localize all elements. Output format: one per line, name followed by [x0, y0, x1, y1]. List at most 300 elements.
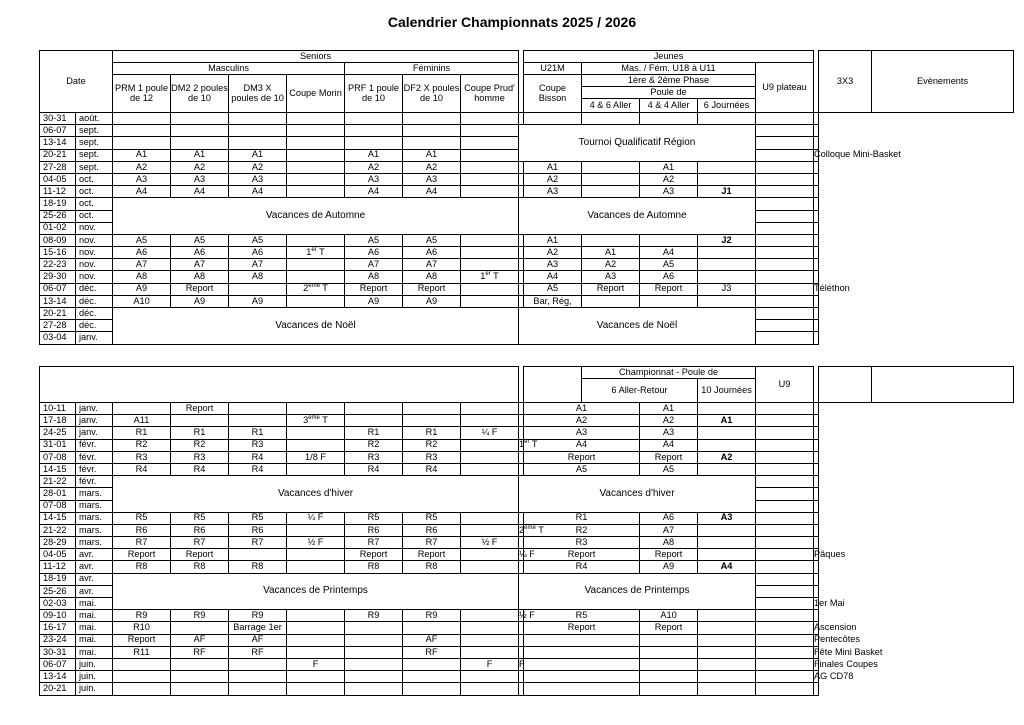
month-cell: déc.	[76, 308, 113, 320]
senior-cell: R6	[113, 524, 171, 536]
calendar-table-first-half	[39, 50, 1014, 345]
month-cell: juin.	[76, 658, 113, 670]
table-row	[40, 658, 1014, 670]
senior-cell	[171, 683, 229, 695]
senior-cell: R6	[229, 524, 287, 536]
x3-cell	[756, 247, 814, 259]
journees-10-header: 10 Journées	[698, 379, 756, 403]
table-row	[40, 173, 1014, 185]
table-row	[40, 463, 1014, 475]
senior-cell: R2	[403, 439, 461, 451]
date-cell: 11-12	[40, 561, 76, 573]
table-row	[40, 622, 1014, 634]
jeunes-cell	[582, 234, 640, 246]
month-cell: mars.	[76, 500, 113, 512]
prm-header: PRM 1 poule de 12	[113, 75, 171, 113]
jeunes-cell: R5	[524, 610, 640, 622]
senior-cell: Report	[403, 549, 461, 561]
senior-cell: R2	[113, 439, 171, 451]
senior-cell: R4	[229, 463, 287, 475]
jeunes-cell: Report	[640, 622, 698, 634]
senior-cell	[345, 658, 403, 670]
senior-cell: A5	[229, 234, 287, 246]
senior-cell: ¼ F	[461, 427, 519, 439]
journees-6-header: 6 Journées	[698, 99, 756, 113]
senior-cell	[229, 125, 287, 137]
mas-fem-header: Mas. / Fém. U18 à U11	[582, 63, 756, 75]
jeunes-cell	[640, 671, 698, 683]
month-cell: oct.	[76, 173, 113, 185]
senior-cell	[113, 683, 171, 695]
event-cell	[814, 610, 819, 622]
senior-cell: R8	[113, 561, 171, 573]
date-cell: 06-07	[40, 125, 76, 137]
jeunes-cell: A10	[640, 610, 698, 622]
month-cell: mars.	[76, 512, 113, 524]
senior-cell: AF	[229, 634, 287, 646]
x3-cell	[756, 125, 814, 137]
event-cell	[814, 585, 819, 597]
jeunes-cell: A2	[698, 451, 756, 463]
senior-cell: A2	[171, 161, 229, 173]
jeunes-cell: A4	[640, 439, 698, 451]
month-cell: sept.	[76, 125, 113, 137]
jeunes-cell	[582, 295, 640, 307]
table-row	[40, 476, 1014, 488]
senior-cell: R2	[171, 439, 229, 451]
senior-cell: R5	[113, 512, 171, 524]
event-cell: Pentecôtes	[814, 634, 861, 645]
month-cell: févr.	[76, 451, 113, 463]
jeunes-cell	[698, 247, 756, 259]
jeunes-cell: A4	[524, 271, 582, 283]
month-cell: nov.	[76, 247, 113, 259]
senior-cell	[461, 634, 519, 646]
senior-cell: A7	[403, 259, 461, 271]
df2-header: DF2 X poules de 10	[403, 75, 461, 113]
senior-cell: R11	[113, 646, 171, 658]
event-cell: Ascension	[814, 622, 857, 633]
senior-cell	[287, 234, 345, 246]
date-cell: 11-12	[40, 186, 76, 198]
table-row	[40, 634, 1014, 646]
u21m-header: U21M	[524, 63, 582, 75]
x3-cell	[756, 598, 814, 610]
month-cell: mars.	[76, 488, 113, 500]
senior-cell: R3	[345, 451, 403, 463]
x3-cell	[756, 524, 814, 536]
senior-cell: R6	[345, 524, 403, 536]
senior-cell: R8	[171, 561, 229, 573]
jeunes-cell	[640, 113, 698, 125]
senior-cell	[403, 622, 461, 634]
event-cell	[814, 573, 819, 585]
x3-cell	[756, 234, 814, 246]
superscript: er	[524, 439, 530, 446]
event-cell	[814, 500, 819, 512]
senior-cell	[287, 549, 345, 561]
date-cell: 18-19	[40, 198, 76, 210]
senior-cell	[171, 113, 229, 125]
event-cell	[814, 161, 819, 173]
senior-cell: A6	[171, 247, 229, 259]
date-cell: 10-11	[40, 403, 76, 415]
senior-cell: Report	[345, 283, 403, 295]
event-cell	[814, 427, 819, 439]
jeunes-cell	[698, 463, 756, 475]
senior-cell	[287, 403, 345, 415]
event-cell	[814, 259, 819, 271]
senior-cell	[287, 671, 345, 683]
event-cell	[814, 308, 819, 320]
x3-cell	[756, 439, 814, 451]
event-cell	[814, 295, 819, 307]
jeunes-cell: A1	[698, 415, 756, 427]
jeunes-cell: A1	[640, 161, 698, 173]
senior-cell	[229, 683, 287, 695]
x3-cell	[756, 512, 814, 524]
x3-cell	[756, 149, 814, 161]
jeunes-cell	[698, 271, 756, 283]
senior-cell: A9	[113, 283, 171, 295]
jeunes-cell: F	[519, 658, 525, 669]
jeunes-cell	[640, 646, 698, 658]
superscript: ème	[524, 524, 536, 531]
x3-cell	[756, 585, 814, 597]
senior-cell	[461, 463, 519, 475]
month-cell: mars.	[76, 524, 113, 536]
table-row	[40, 259, 1014, 271]
table-row	[40, 161, 1014, 173]
month-cell: sept.	[76, 137, 113, 149]
date-cell: 17-18	[40, 415, 76, 427]
x3-cell	[756, 683, 814, 695]
date-header: Date	[40, 51, 113, 113]
senior-cell: A4	[229, 186, 287, 198]
senior-cell	[403, 671, 461, 683]
table-row	[40, 295, 1014, 307]
jeunes-header: Jeunes	[524, 51, 814, 63]
date-cell: 06-07	[40, 658, 76, 670]
senior-cell: A1	[345, 149, 403, 161]
senior-cell: R1	[345, 427, 403, 439]
senior-cell: R7	[171, 537, 229, 549]
x3-cell	[756, 320, 814, 332]
jeunes-cell: Report	[640, 451, 698, 463]
senior-cell: R5	[345, 512, 403, 524]
senior-cell	[403, 137, 461, 149]
jeunes-cell: R4	[524, 561, 640, 573]
jeunes-cell: A3	[640, 427, 698, 439]
event-cell: Pâques	[814, 549, 846, 560]
senior-cell: 1/8 F	[287, 451, 345, 463]
date-cell: 03-04	[40, 332, 76, 344]
x3-cell	[756, 488, 814, 500]
senior-cell: R1	[229, 427, 287, 439]
event-cell	[814, 222, 819, 234]
senior-cell	[171, 671, 229, 683]
senior-cell: R5	[171, 512, 229, 524]
x3-cell	[756, 403, 814, 415]
table-row	[40, 671, 1014, 683]
event-cell	[814, 683, 819, 695]
senior-cell: A3	[403, 173, 461, 185]
x3-cell	[756, 634, 814, 646]
senior-cell	[287, 137, 345, 149]
jeunes-cell	[698, 113, 756, 125]
senior-cell	[461, 149, 519, 161]
senior-cell: A7	[171, 259, 229, 271]
month-cell: oct.	[76, 198, 113, 210]
jeunes-cell	[582, 113, 640, 125]
senior-cell: R1	[171, 427, 229, 439]
senior-cell: R4	[345, 463, 403, 475]
month-cell: mai.	[76, 646, 113, 658]
senior-cell	[171, 415, 229, 427]
senior-cell: A2	[345, 161, 403, 173]
senior-cell: A7	[229, 259, 287, 271]
senior-cell: R9	[403, 610, 461, 622]
senior-cell	[229, 658, 287, 670]
jeunes-cell	[524, 646, 640, 658]
senior-cell: Report	[171, 403, 229, 415]
seniors-header: Seniors	[113, 51, 519, 63]
event-cell	[814, 234, 819, 246]
x3-cell	[756, 295, 814, 307]
senior-cell: A8	[229, 271, 287, 283]
jeunes-cell	[524, 113, 582, 125]
senior-cell: R4	[403, 463, 461, 475]
senior-cell	[345, 683, 403, 695]
jeunes-cell	[698, 683, 756, 695]
x3-cell	[756, 332, 814, 344]
jeunes-cell: Report	[524, 451, 640, 463]
senior-cell: A9	[229, 295, 287, 307]
senior-cell	[461, 234, 519, 246]
event-cell	[814, 415, 819, 427]
x3-cell	[756, 622, 814, 634]
month-cell: août.	[76, 113, 113, 125]
date-cell: 22-23	[40, 259, 76, 271]
event-cell	[814, 524, 819, 536]
event-cell	[814, 186, 819, 198]
table-row	[40, 524, 1014, 536]
senior-cell	[287, 271, 345, 283]
championnat-poule-header: Championnat - Poule de	[582, 367, 756, 379]
month-cell: nov.	[76, 222, 113, 234]
senior-cell	[287, 646, 345, 658]
x3-cell	[756, 561, 814, 573]
jeunes-cell: A3	[524, 259, 582, 271]
date-cell: 25-26	[40, 585, 76, 597]
table-row	[40, 415, 1014, 427]
event-cell	[814, 403, 819, 415]
table-row	[40, 283, 1014, 295]
month-cell: nov.	[76, 259, 113, 271]
date-cell: 07-08	[40, 451, 76, 463]
event-cell	[814, 320, 819, 332]
senior-cell	[461, 671, 519, 683]
senior-cell: R1	[113, 427, 171, 439]
senior-cell	[345, 403, 403, 415]
month-cell: janv.	[76, 415, 113, 427]
senior-cell	[345, 113, 403, 125]
senior-cell	[461, 161, 519, 173]
x3-cell	[756, 283, 814, 295]
senior-cell: A4	[403, 186, 461, 198]
senior-cell	[287, 439, 345, 451]
jeunes-cell	[698, 524, 756, 536]
date-cell: 13-14	[40, 671, 76, 683]
date-cell: 13-14	[40, 137, 76, 149]
senior-cell	[113, 113, 171, 125]
event-cell	[814, 537, 819, 549]
senior-cell	[461, 549, 519, 561]
x3-cell	[756, 476, 814, 488]
month-cell: févr.	[76, 476, 113, 488]
senior-cell	[287, 149, 345, 161]
senior-cell	[287, 610, 345, 622]
month-cell: nov.	[76, 271, 113, 283]
senior-cell	[461, 524, 519, 536]
senior-cell: A8	[403, 271, 461, 283]
event-cell	[814, 488, 819, 500]
x3-header: 3X3	[819, 51, 872, 113]
x3-cell	[756, 198, 814, 210]
event-cell: 1er Mai	[814, 597, 845, 608]
senior-cell	[461, 283, 519, 295]
senior-cell: AF	[171, 634, 229, 646]
event-cell	[814, 512, 819, 524]
senior-cell: A4	[113, 186, 171, 198]
senior-cell: Report	[113, 549, 171, 561]
senior-cell	[113, 125, 171, 137]
date-cell: 13-14	[40, 295, 76, 307]
masculins-header: Masculins	[113, 63, 345, 75]
jeunes-cell	[582, 173, 640, 185]
senior-cell: A6	[345, 247, 403, 259]
superscript: er	[311, 246, 317, 253]
jeunes-cell	[698, 634, 756, 646]
jeunes-cell: A1	[524, 403, 640, 415]
month-cell: janv.	[76, 427, 113, 439]
jeunes-cell: A3	[524, 427, 640, 439]
senior-cell: A7	[113, 259, 171, 271]
evenements-header: Evènements	[872, 51, 1014, 113]
jeunes-cell: A4	[524, 439, 640, 451]
date-cell: 01-02	[40, 222, 76, 234]
senior-cell: A9	[345, 295, 403, 307]
senior-cell	[287, 161, 345, 173]
senior-cell	[229, 403, 287, 415]
jeunes-cell: A3	[640, 186, 698, 198]
senior-cell	[287, 173, 345, 185]
date-cell: 21-22	[40, 524, 76, 536]
senior-cell: RF	[171, 646, 229, 658]
senior-cell	[461, 403, 519, 415]
jeunes-cell: A2	[524, 173, 582, 185]
x3-cell	[756, 210, 814, 222]
jeunes-cell	[698, 427, 756, 439]
event-cell	[814, 247, 819, 259]
jeunes-cell: 1er T	[519, 439, 538, 450]
jeunes-cell: J2	[698, 234, 756, 246]
jeunes-cell	[582, 186, 640, 198]
senior-cell: A11	[113, 415, 171, 427]
senior-cell: R9	[113, 610, 171, 622]
jeunes-cell	[698, 658, 756, 670]
month-cell: mars.	[76, 537, 113, 549]
x3-cell	[756, 308, 814, 320]
jeunes-cell: A2	[640, 415, 698, 427]
date-cell: 28-01	[40, 488, 76, 500]
senior-cell	[461, 247, 519, 259]
date-cell: 30-31	[40, 113, 76, 125]
jeunes-cell	[524, 658, 640, 670]
jeunes-cell: Report	[582, 283, 640, 295]
month-cell: janv.	[76, 403, 113, 415]
senior-cell	[461, 137, 519, 149]
date-cell: 18-19	[40, 573, 76, 585]
senior-cell: R3	[403, 451, 461, 463]
jeunes-cell: A2	[524, 247, 582, 259]
jeunes-cell: J1	[698, 186, 756, 198]
month-cell: sept.	[76, 161, 113, 173]
senior-cell: ¼ F	[287, 512, 345, 524]
jeunes-cell	[640, 634, 698, 646]
month-cell: juin.	[76, 683, 113, 695]
senior-cell: RF	[403, 646, 461, 658]
jeunes-cell: A6	[640, 512, 698, 524]
senior-cell: A8	[113, 271, 171, 283]
senior-cell: R3	[113, 451, 171, 463]
senior-cell	[229, 549, 287, 561]
table-row	[40, 561, 1014, 573]
senior-cell	[171, 137, 229, 149]
x3-cell	[756, 610, 814, 622]
senior-cell	[171, 125, 229, 137]
date-cell: 14-15	[40, 512, 76, 524]
senior-cell: A7	[345, 259, 403, 271]
superscript: ème	[308, 414, 320, 421]
senior-cell	[113, 403, 171, 415]
senior-cell	[403, 683, 461, 695]
feminins-header: Féminins	[345, 63, 519, 75]
senior-cell: R10	[113, 622, 171, 634]
date-cell: 21-22	[40, 476, 76, 488]
senior-cell: R2	[345, 439, 403, 451]
jeunes-cell: A1	[640, 403, 698, 415]
x3-cell	[756, 549, 814, 561]
senior-cell	[403, 403, 461, 415]
month-cell: mai.	[76, 622, 113, 634]
x3-cell	[756, 537, 814, 549]
jeunes-cell	[698, 622, 756, 634]
jeunes-cell	[698, 403, 756, 415]
jeunes-merged-cell: Vacances de Printemps	[519, 573, 756, 610]
senior-cell	[461, 512, 519, 524]
table-row	[40, 646, 1014, 658]
table-row	[40, 234, 1014, 246]
jeunes-cell	[640, 295, 698, 307]
jeunes-merged-cell: Vacances de Automne	[519, 198, 756, 235]
jeunes-cell: Report	[524, 549, 640, 561]
senior-cell: A1	[229, 149, 287, 161]
superscript: er	[485, 271, 491, 278]
date-cell: 24-25	[40, 427, 76, 439]
jeunes-cell: A1	[524, 234, 582, 246]
x3-cell	[756, 500, 814, 512]
